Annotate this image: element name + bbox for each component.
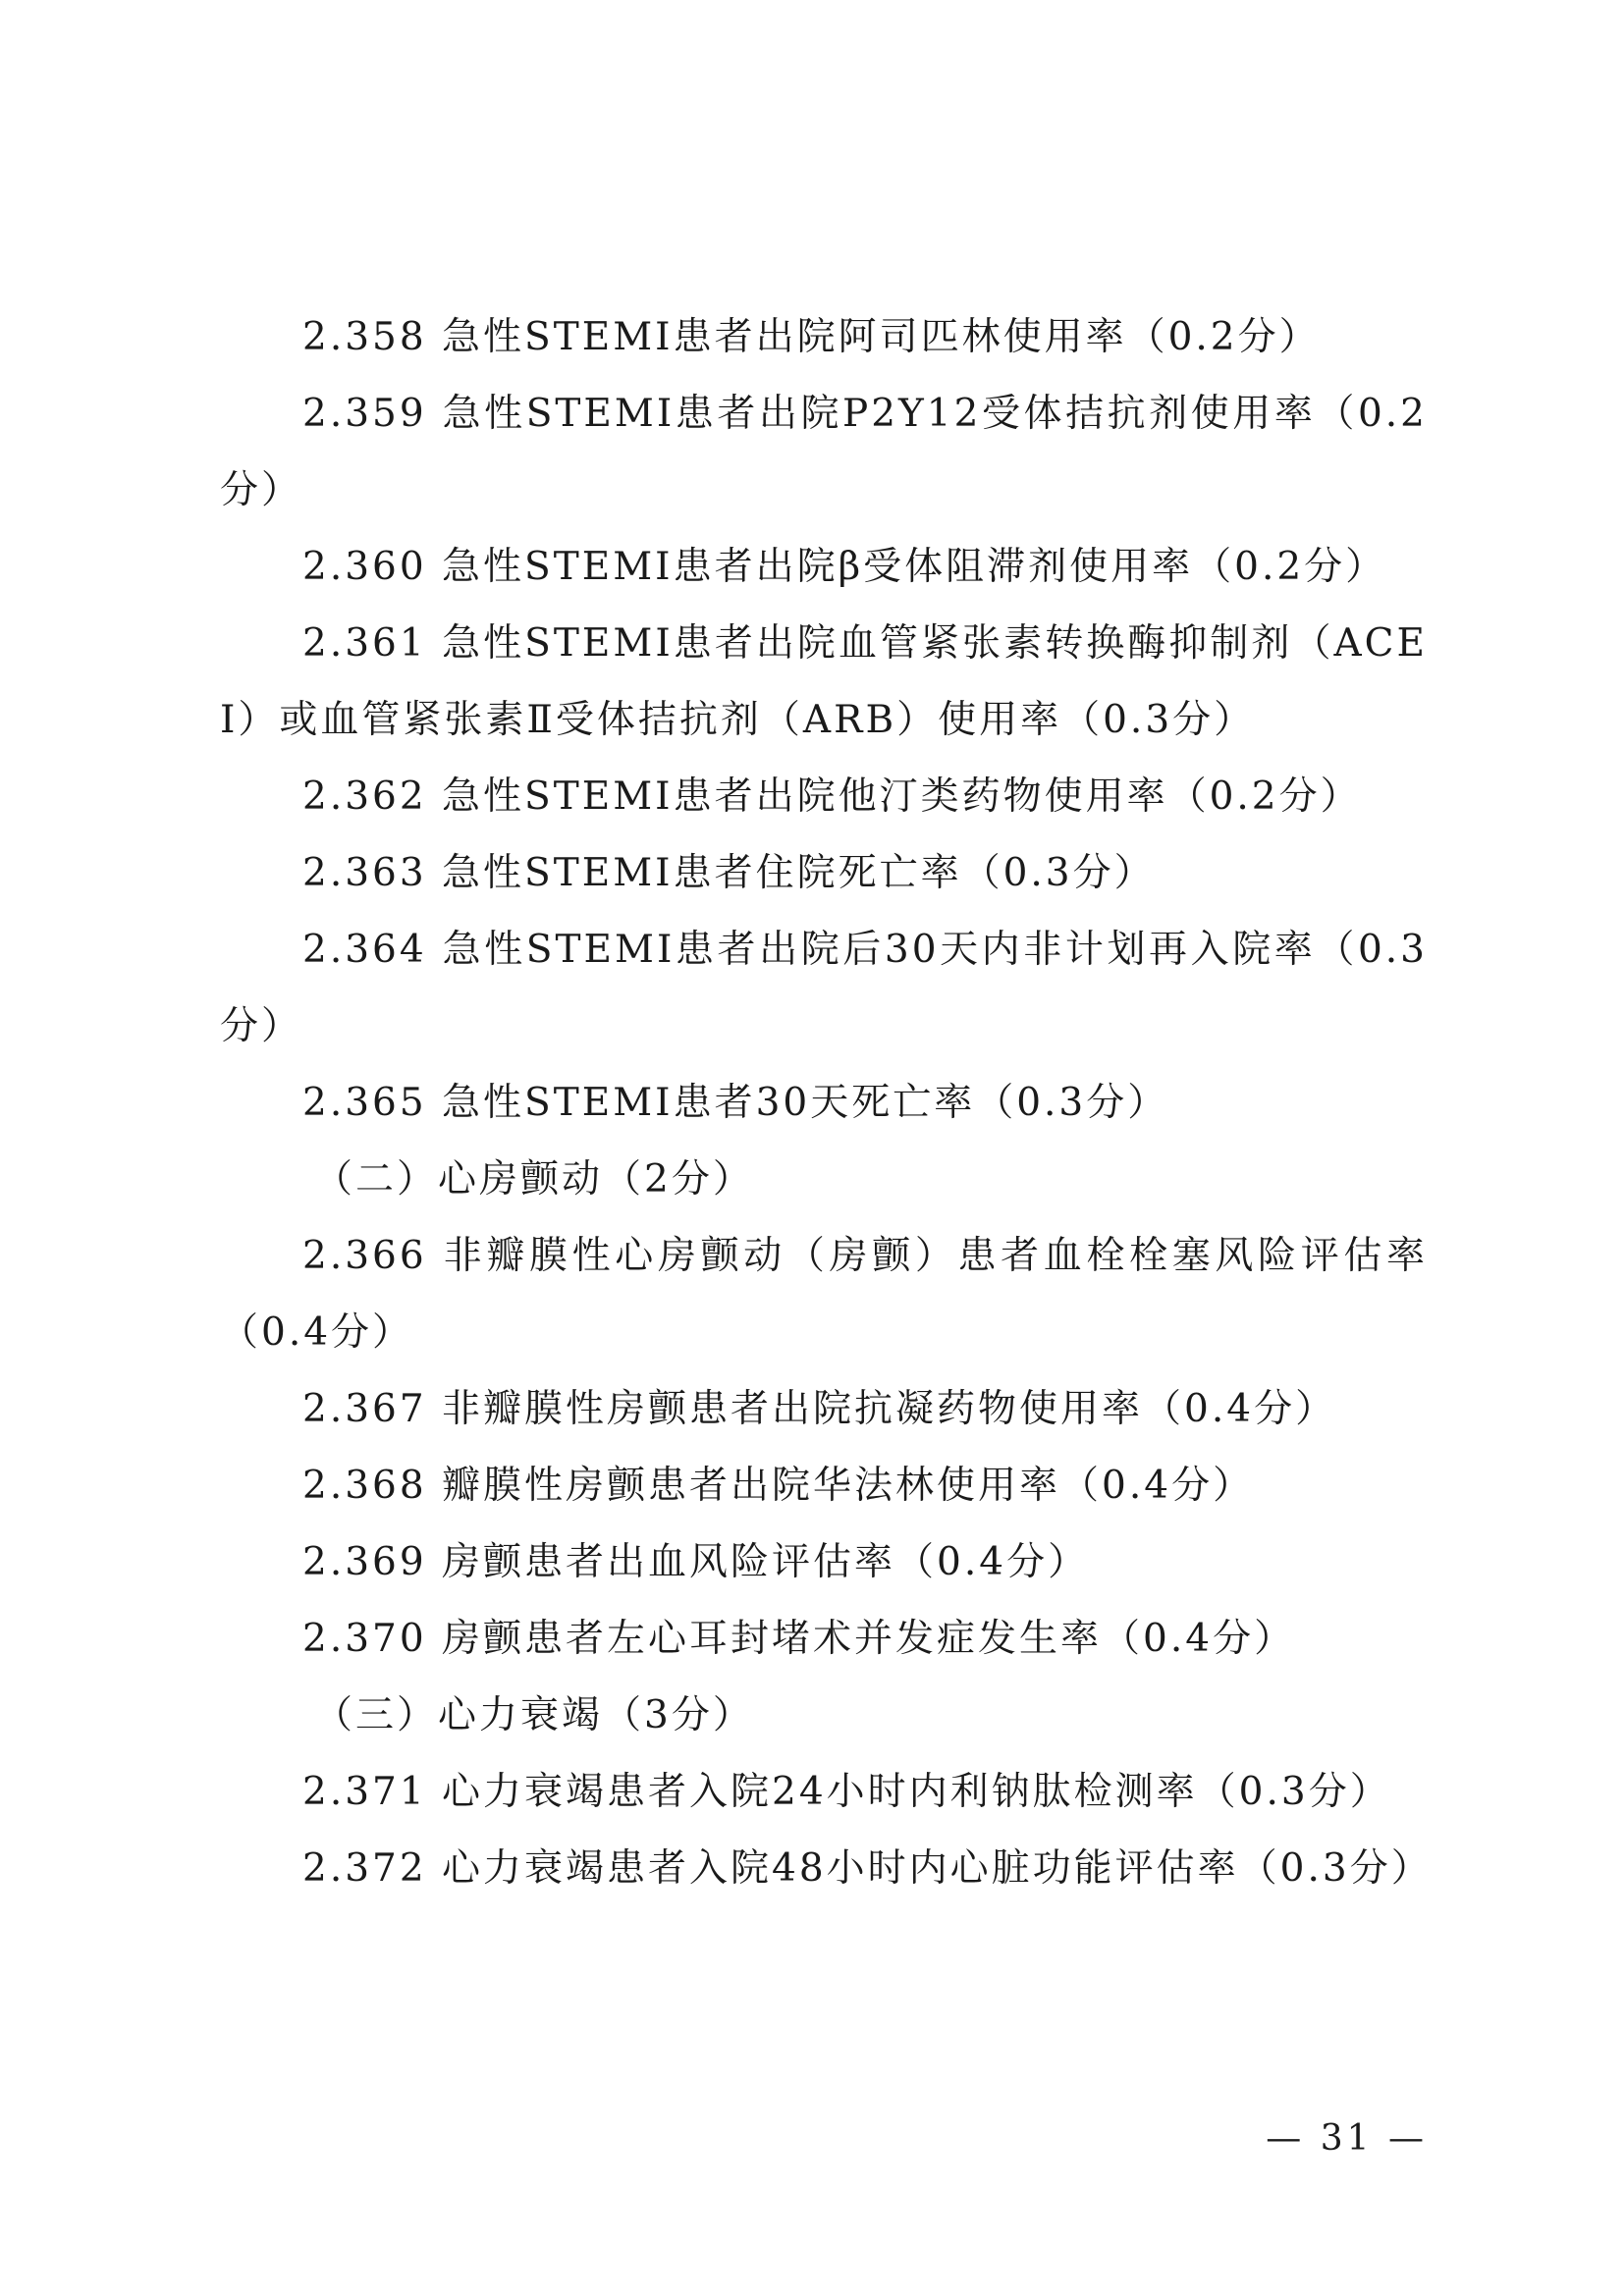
- page-number: — 31 —: [1266, 2118, 1428, 2159]
- indicator-2-365: 2.365 急性STEMI患者30天死亡率（0.3分）: [302, 1081, 1169, 1125]
- indicator-2-367: 2.367 非瓣膜性房颤患者出院抗凝药物使用率（0.4分）: [302, 1387, 1337, 1431]
- indicator-2-371: 2.371 心力衰竭患者入院24小时内利钠肽检测率（0.3分）: [302, 1770, 1391, 1814]
- indicator-2-368: 2.368 瓣膜性房颤患者出院华法林使用率（0.4分）: [302, 1464, 1255, 1508]
- document-body: [220, 299, 1433, 1907]
- indicator-2-372: 2.372 心力衰竭患者入院48小时内心脏功能评估率（0.3分）: [302, 1846, 1433, 1891]
- section-heading-heart-failure: （三）心力衰竭（3分）: [314, 1693, 754, 1737]
- indicator-2-358: 2.358 急性STEMI患者出院阿司匹林使用率（0.2分）: [302, 315, 1321, 359]
- indicator-2-361: 2.361 急性STEMI患者出院血管紧张素转换酶抑制剂（ACEI）或血管紧张素Ⅱ受体拮抗剂（ARB）使用率（0.3分）: [220, 621, 1428, 742]
- section-heading-atrial-fibrillation: （二）心房颤动（2分）: [314, 1157, 754, 1201]
- indicator-2-363: 2.363 急性STEMI患者住院死亡率（0.3分）: [302, 851, 1156, 895]
- indicator-2-362: 2.362 急性STEMI患者出院他汀类药物使用率（0.2分）: [302, 774, 1362, 819]
- indicator-2-360: 2.360 急性STEMI患者出院β受体阻滞剂使用率（0.2分）: [302, 545, 1387, 589]
- indicator-2-370: 2.370 房颤患者左心耳封堵术并发症发生率（0.4分）: [302, 1617, 1296, 1661]
- indicator-2-366: 2.366 非瓣膜性心房颤动（房颤）患者血栓栓塞风险评估率（0.4分）: [220, 1234, 1428, 1355]
- indicator-2-369: 2.369 房颤患者出血风险评估率（0.4分）: [302, 1540, 1090, 1584]
- indicator-2-364: 2.364 急性STEMI患者出院后30天内非计划再入院率（0.3分）: [220, 928, 1428, 1048]
- indicator-2-359: 2.359 急性STEMI患者出院P2Y12受体拮抗剂使用率（0.2分）: [220, 392, 1428, 512]
